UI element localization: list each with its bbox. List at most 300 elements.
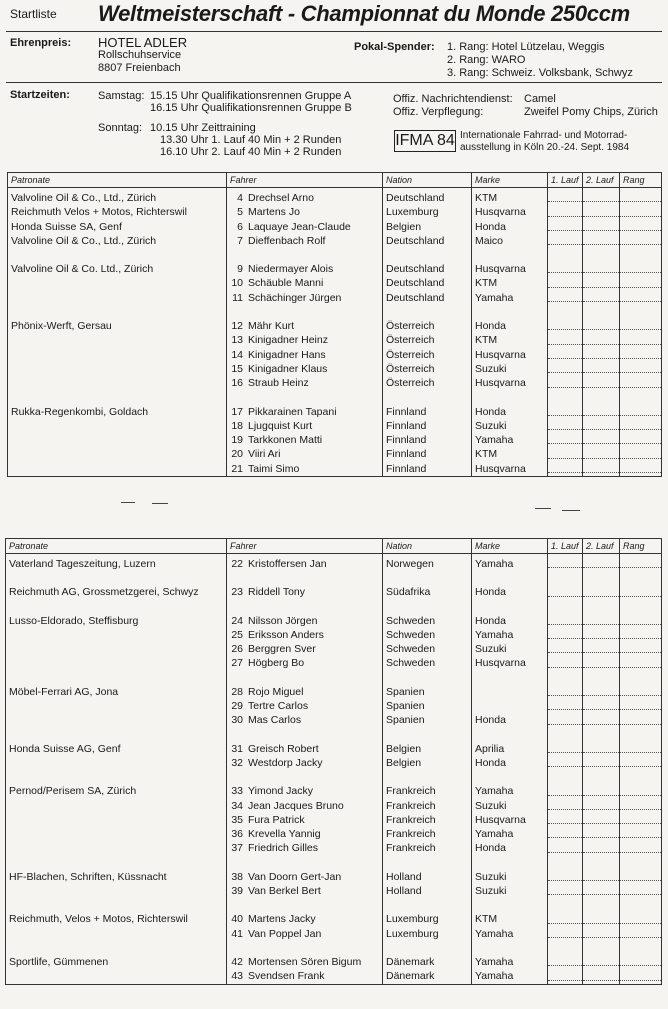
result-entry-line[interactable] <box>583 909 619 923</box>
result-entry-line[interactable] <box>620 796 661 810</box>
result-entry-line[interactable] <box>620 188 661 202</box>
result-entry-line[interactable] <box>583 444 619 458</box>
rider-nation: Luxemburg <box>386 913 439 926</box>
rider-marke: Honda <box>475 405 506 418</box>
result-entry-line[interactable] <box>583 611 619 625</box>
result-entry-line[interactable] <box>548 330 582 344</box>
result-entry-line[interactable] <box>620 202 661 216</box>
rider-nation: Österreich <box>386 348 435 361</box>
pokal-spender-list <box>447 41 633 80</box>
rider-nation: Finnland <box>386 434 427 447</box>
lauf1-cell[interactable] <box>548 188 583 477</box>
rider-nation: Dänemark <box>386 955 435 968</box>
marke-cell <box>472 554 548 985</box>
result-entry-line[interactable] <box>583 639 619 653</box>
ehrenpreis-line: 8807 Freienbach <box>98 62 181 74</box>
result-entry-line[interactable] <box>620 810 661 824</box>
group-spacer <box>548 245 582 259</box>
rider-name: Viiri Ari <box>248 448 281 461</box>
result-entry-line[interactable] <box>548 217 582 231</box>
group-spacer <box>227 856 382 870</box>
result-entry-line[interactable] <box>548 582 582 596</box>
rider-number: 18 <box>231 419 243 432</box>
rider-name: Rojo Miguel <box>248 685 304 698</box>
rider-nation: Frankreich <box>386 799 436 812</box>
result-entry-line[interactable] <box>620 316 661 330</box>
group-spacer <box>548 767 582 781</box>
result-entry-line[interactable] <box>548 710 582 724</box>
rider-nation: Dänemark <box>386 970 435 983</box>
rider-number: 16 <box>231 377 243 390</box>
result-entry-line[interactable] <box>583 231 619 245</box>
result-entry-line[interactable] <box>620 924 661 938</box>
result-entry-line[interactable] <box>620 231 661 245</box>
result-entry-line[interactable] <box>620 373 661 387</box>
rider-marke: Honda <box>475 842 506 855</box>
rider-name: Kinigadner Klaus <box>248 362 328 375</box>
result-entry-line[interactable] <box>548 881 582 895</box>
rider-marke: KTM <box>475 334 498 347</box>
group-spacer <box>583 853 619 867</box>
result-entry-line[interactable] <box>548 373 582 387</box>
group-spacer <box>227 305 382 319</box>
rider-name: Kristoffersen Jan <box>248 558 327 570</box>
sonntag-label: Sonntag: <box>98 122 143 134</box>
group-spacer <box>383 856 471 870</box>
result-entry-line[interactable] <box>583 345 619 359</box>
rider-name: Van Berkel Bert <box>248 885 321 898</box>
result-entry-line[interactable] <box>583 273 619 287</box>
rider-marke: KTM <box>475 913 498 926</box>
rider-name: Eriksson Anders <box>248 628 324 641</box>
rider-entry <box>227 348 382 362</box>
sonntag-schedule <box>150 122 341 158</box>
rider-nation: Finnland <box>386 419 427 432</box>
group-spacer <box>383 941 471 955</box>
result-entry-line[interactable] <box>583 459 619 473</box>
rider-name: Dieffenbach Rolf <box>248 234 326 247</box>
result-entry-line[interactable] <box>548 653 582 667</box>
group-spacer <box>472 856 547 870</box>
result-entry-line[interactable] <box>583 924 619 938</box>
rider-entry <box>227 799 382 813</box>
result-entry-line[interactable] <box>620 444 661 458</box>
result-entry-line[interactable] <box>620 952 661 966</box>
rider-entry <box>227 699 382 713</box>
result-entry-line[interactable] <box>583 582 619 596</box>
col-header-patronate: Patronate <box>6 539 227 554</box>
result-entry-line[interactable] <box>548 781 582 795</box>
result-entry-line[interactable] <box>583 781 619 795</box>
group-spacer <box>620 767 661 781</box>
result-entry-line[interactable] <box>548 316 582 330</box>
result-entry-line[interactable] <box>548 345 582 359</box>
result-entry-line[interactable] <box>620 273 661 287</box>
result-entry-line[interactable] <box>583 554 619 568</box>
rider-number: 14 <box>231 348 243 361</box>
result-entry-line[interactable] <box>620 554 661 568</box>
group-spacer <box>6 728 226 742</box>
group-spacer <box>620 245 661 259</box>
result-entry-line[interactable] <box>620 966 661 980</box>
scan-mark <box>121 502 135 503</box>
result-entry-line[interactable] <box>620 824 661 838</box>
group-spacer <box>227 728 382 742</box>
rider-marke <box>472 699 547 713</box>
rider-nation: Finnland <box>386 405 427 418</box>
rang-cell[interactable] <box>620 188 662 477</box>
result-entry-line[interactable] <box>583 824 619 838</box>
ehrenpreis-line: Rollschuhservice <box>98 49 182 61</box>
result-entry-line[interactable] <box>548 359 582 373</box>
lauf1-cell[interactable] <box>548 554 583 985</box>
result-entry-line[interactable] <box>583 625 619 639</box>
result-entry-line[interactable] <box>548 288 582 302</box>
result-entry-line[interactable] <box>583 402 619 416</box>
group-spacer <box>548 388 582 402</box>
result-entry-line[interactable] <box>620 345 661 359</box>
group-spacer <box>548 302 582 316</box>
rider-name: Drechsel Arno <box>248 192 314 204</box>
group-spacer <box>620 597 661 611</box>
schedule-line: 15.15 Uhr Qualifikationsrennen Gruppe A <box>150 90 352 102</box>
result-entry-line[interactable] <box>548 402 582 416</box>
result-entry-line[interactable] <box>620 330 661 344</box>
result-entry-line[interactable] <box>548 273 582 287</box>
group-spacer <box>472 571 547 585</box>
result-entry-line[interactable] <box>548 824 582 838</box>
rider-marke: Suzuki <box>475 643 507 656</box>
rider-number: 24 <box>231 614 243 627</box>
group-spacer <box>472 600 547 614</box>
result-entry-line[interactable] <box>620 653 661 667</box>
col-header-lauf2: 2. Lauf <box>583 539 620 554</box>
group-spacer <box>383 391 471 405</box>
result-entry-line[interactable] <box>548 924 582 938</box>
result-entry-line[interactable] <box>548 611 582 625</box>
result-entry-line[interactable] <box>620 909 661 923</box>
rider-marke: Yamaha <box>475 785 514 798</box>
ifma-logo: IFMA 84 <box>394 130 456 152</box>
group-spacer <box>6 671 226 685</box>
result-entry-line[interactable] <box>583 416 619 430</box>
group-spacer <box>6 898 226 912</box>
scan-mark <box>152 503 168 504</box>
result-entry-line[interactable] <box>548 554 582 568</box>
result-entry-line[interactable] <box>583 696 619 710</box>
marke-cell <box>472 188 548 477</box>
result-entry-line[interactable] <box>548 909 582 923</box>
rider-entry <box>227 447 382 461</box>
result-entry-line[interactable] <box>620 259 661 273</box>
patronate-name <box>6 756 226 770</box>
group-spacer <box>227 248 382 262</box>
result-entry-line[interactable] <box>583 966 619 980</box>
group-spacer <box>6 571 226 585</box>
result-entry-line[interactable] <box>583 682 619 696</box>
result-entry-line[interactable] <box>620 402 661 416</box>
samstag-schedule <box>150 90 352 114</box>
result-entry-line[interactable] <box>583 430 619 444</box>
group-spacer <box>227 898 382 912</box>
result-entry-line[interactable] <box>548 188 582 202</box>
result-entry-line[interactable] <box>620 611 661 625</box>
patronate-name <box>8 276 226 290</box>
rang-cell[interactable] <box>620 554 662 985</box>
rider-name: Westdorp Jacky <box>248 756 323 769</box>
col-header-lauf2: 2. Lauf <box>583 173 620 188</box>
schedule-line: 13.30 Uhr 1. Lauf 40 Min + 2 Runden <box>160 134 342 146</box>
lauf2-cell[interactable] <box>583 554 620 985</box>
patronate-name <box>8 348 226 362</box>
col-header-rang: Rang <box>620 539 662 554</box>
rider-number: 42 <box>231 955 243 968</box>
rider-nation: Schweden <box>386 643 436 656</box>
result-entry-line[interactable] <box>583 796 619 810</box>
rider-marke: Husqvarna <box>475 657 526 670</box>
result-entry-line[interactable] <box>620 459 661 473</box>
rider-name: Van Doorn Gert-Jan <box>248 870 342 883</box>
rider-nation: Schweden <box>386 614 436 627</box>
group-spacer <box>6 856 226 870</box>
patronate-name: Valvoline Oil & Co. Ltd., Zürich <box>11 263 154 276</box>
rider-marke <box>472 685 547 699</box>
result-entry-line[interactable] <box>583 288 619 302</box>
result-entry-line[interactable] <box>548 231 582 245</box>
result-entry-line[interactable] <box>583 359 619 373</box>
group-spacer <box>620 853 661 867</box>
result-entry-line[interactable] <box>583 838 619 852</box>
result-entry-line[interactable] <box>583 202 619 216</box>
group-spacer <box>620 725 661 739</box>
rider-nation: Spanien <box>386 700 425 713</box>
rider-number: 37 <box>231 842 243 855</box>
rider-name: Kinigadner Hans <box>248 348 326 361</box>
group-spacer <box>383 571 471 585</box>
result-entry-line[interactable] <box>620 739 661 753</box>
result-entry-line[interactable] <box>583 259 619 273</box>
result-entry-line[interactable] <box>548 952 582 966</box>
result-entry-line[interactable] <box>548 796 582 810</box>
rider-nation: Österreich <box>386 362 435 375</box>
result-entry-line[interactable] <box>583 188 619 202</box>
document-label: Startliste <box>10 7 57 21</box>
nation-cell <box>383 554 472 985</box>
rider-entry <box>227 433 382 447</box>
result-entry-line[interactable] <box>583 753 619 767</box>
group-spacer <box>383 770 471 784</box>
rider-entry <box>227 642 382 656</box>
rider-name: Tarkkonen Matti <box>248 434 323 447</box>
result-entry-line[interactable] <box>620 359 661 373</box>
rider-name: Taimi Simo <box>248 462 300 475</box>
result-entry-line[interactable] <box>620 881 661 895</box>
startzeiten-label: Startzeiten: <box>10 89 70 101</box>
result-entry-line[interactable] <box>620 625 661 639</box>
result-entry-line[interactable] <box>620 288 661 302</box>
result-entry-line[interactable] <box>548 625 582 639</box>
patronate-name: Reichmuth, Velos + Motos, Richterswil <box>9 913 188 926</box>
patronate-name: Honda Suisse SA, Genf <box>11 220 122 233</box>
rider-number: 20 <box>231 448 243 461</box>
rider-name: Van Poppel Jan <box>248 927 322 940</box>
rider-name: Fura Patrick <box>248 813 305 826</box>
scan-mark <box>535 508 551 509</box>
group-spacer <box>583 767 619 781</box>
rider-number: 43 <box>231 970 243 983</box>
rider-number: 23 <box>231 586 243 599</box>
rider-name: Friedrich Gilles <box>248 842 319 855</box>
rider-marke: Suzuki <box>475 419 507 432</box>
result-entry-line[interactable] <box>620 867 661 881</box>
patronate-name: Lusso-Eldorado, Steffisburg <box>9 614 139 627</box>
group-spacer <box>383 248 471 262</box>
rider-marke: Yamaha <box>475 558 514 570</box>
result-entry-line[interactable] <box>548 867 582 881</box>
result-entry-line[interactable] <box>620 430 661 444</box>
result-entry-line[interactable] <box>548 444 582 458</box>
result-entry-line[interactable] <box>583 881 619 895</box>
fahrer-cell <box>227 554 383 985</box>
result-entry-line[interactable] <box>620 639 661 653</box>
samstag-label: Samstag: <box>98 90 145 102</box>
result-entry-line[interactable] <box>548 202 582 216</box>
patronate-name <box>8 362 226 376</box>
schedule-line: 16.10 Uhr 2. Lauf 40 Min + 2 Runden <box>160 146 342 158</box>
result-entry-line[interactable] <box>548 459 582 473</box>
patronate-name: Honda Suisse AG, Genf <box>9 742 121 755</box>
lauf2-cell[interactable] <box>583 188 620 477</box>
official-partners <box>393 93 658 119</box>
result-entry-line[interactable] <box>620 582 661 596</box>
header-rule <box>6 31 662 32</box>
rider-number: 32 <box>231 756 243 769</box>
result-entry-line[interactable] <box>583 373 619 387</box>
col-header-marke: Marke <box>472 173 548 188</box>
rider-number: 33 <box>231 785 243 798</box>
rider-marke: Honda <box>475 756 506 769</box>
result-entry-line[interactable] <box>548 416 582 430</box>
group-spacer <box>620 895 661 909</box>
rider-entry <box>227 955 382 969</box>
result-entry-line[interactable] <box>548 430 582 444</box>
result-entry-line[interactable] <box>620 696 661 710</box>
table-body-row <box>6 554 662 985</box>
group-spacer <box>472 391 547 405</box>
result-entry-line[interactable] <box>548 966 582 980</box>
rider-nation: Luxemburg <box>386 206 439 219</box>
rider-entry <box>227 191 382 205</box>
rider-entry <box>227 557 382 571</box>
group-spacer <box>383 600 471 614</box>
rider-nation: Schweden <box>386 628 436 641</box>
rider-number: 41 <box>231 927 243 940</box>
result-entry-line[interactable] <box>583 952 619 966</box>
result-entry-line[interactable] <box>548 696 582 710</box>
group-spacer <box>620 938 661 952</box>
rider-entry <box>227 784 382 798</box>
rider-name: Ljugquist Kurt <box>248 419 313 432</box>
rider-marke: Maico <box>475 234 504 247</box>
rider-name: Martens Jo <box>248 206 300 219</box>
rider-number: 39 <box>231 885 243 898</box>
rider-entry <box>227 419 382 433</box>
result-entry-line[interactable] <box>583 739 619 753</box>
result-entry-line[interactable] <box>548 810 582 824</box>
rider-number: 22 <box>231 558 243 570</box>
patronate-name <box>8 462 226 476</box>
patronate-name: Vaterland Tageszeitung, Luzern <box>9 558 156 570</box>
result-entry-line[interactable] <box>620 416 661 430</box>
rider-name: Schächinger Jürgen <box>248 291 342 304</box>
result-entry-line[interactable] <box>583 710 619 724</box>
result-entry-line[interactable] <box>548 838 582 852</box>
result-entry-line[interactable] <box>620 710 661 724</box>
group-spacer <box>620 668 661 682</box>
patronate-name: Reichmuth AG, Grossmetzgerei, Schwyz <box>9 586 199 599</box>
result-entry-line[interactable] <box>620 781 661 795</box>
rider-marke: Yamaha <box>475 927 514 940</box>
rider-name: Schäuble Manni <box>248 277 324 290</box>
result-entry-line[interactable] <box>548 753 582 767</box>
rider-entry <box>227 585 382 599</box>
rider-nation: Südafrika <box>386 586 431 599</box>
schedule-line: 16.15 Uhr Qualifikationsrennen Gruppe B <box>150 102 352 114</box>
result-entry-line[interactable] <box>583 810 619 824</box>
group-spacer <box>227 600 382 614</box>
patronate-name <box>6 628 226 642</box>
rider-number: 31 <box>231 742 243 755</box>
rider-number: 40 <box>231 913 243 926</box>
rider-marke: Suzuki <box>475 799 507 812</box>
rider-entry <box>227 756 382 770</box>
result-entry-line[interactable] <box>620 838 661 852</box>
result-entry-line[interactable] <box>620 753 661 767</box>
ehrenpreis-label: Ehrenpreis: <box>10 37 72 49</box>
result-entry-line[interactable] <box>548 739 582 753</box>
result-entry-line[interactable] <box>583 653 619 667</box>
col-header-rang: Rang <box>620 173 662 188</box>
fahrer-cell <box>227 188 383 477</box>
result-entry-line[interactable] <box>583 217 619 231</box>
result-entry-line[interactable] <box>583 316 619 330</box>
rider-marke: Yamaha <box>475 291 514 304</box>
result-entry-line[interactable] <box>583 330 619 344</box>
rider-nation: Spanien <box>386 685 425 698</box>
result-entry-line[interactable] <box>548 639 582 653</box>
result-entry-line[interactable] <box>620 217 661 231</box>
rider-entry <box>227 742 382 756</box>
rider-marke: Aprilia <box>475 742 505 755</box>
result-entry-line[interactable] <box>548 259 582 273</box>
patronate-name: Valvoline Oil & Co., Ltd., Zürich <box>11 192 157 204</box>
result-entry-line[interactable] <box>620 682 661 696</box>
rider-number: 35 <box>231 813 243 826</box>
rider-number: 4 <box>237 192 243 204</box>
rider-number: 11 <box>232 291 243 304</box>
patronate-name <box>6 884 226 898</box>
nation-cell <box>383 188 472 477</box>
rider-number: 9 <box>237 263 243 276</box>
rider-entry <box>227 884 382 898</box>
offiz-verpflegung-value: Zweifel Pomy Chips, Zürich <box>524 106 658 118</box>
rider-name: Krevella Yannig <box>248 828 321 841</box>
group-spacer <box>383 305 471 319</box>
rider-nation: Finnland <box>386 448 427 461</box>
group-spacer <box>227 770 382 784</box>
result-entry-line[interactable] <box>548 682 582 696</box>
result-entry-line[interactable] <box>583 867 619 881</box>
